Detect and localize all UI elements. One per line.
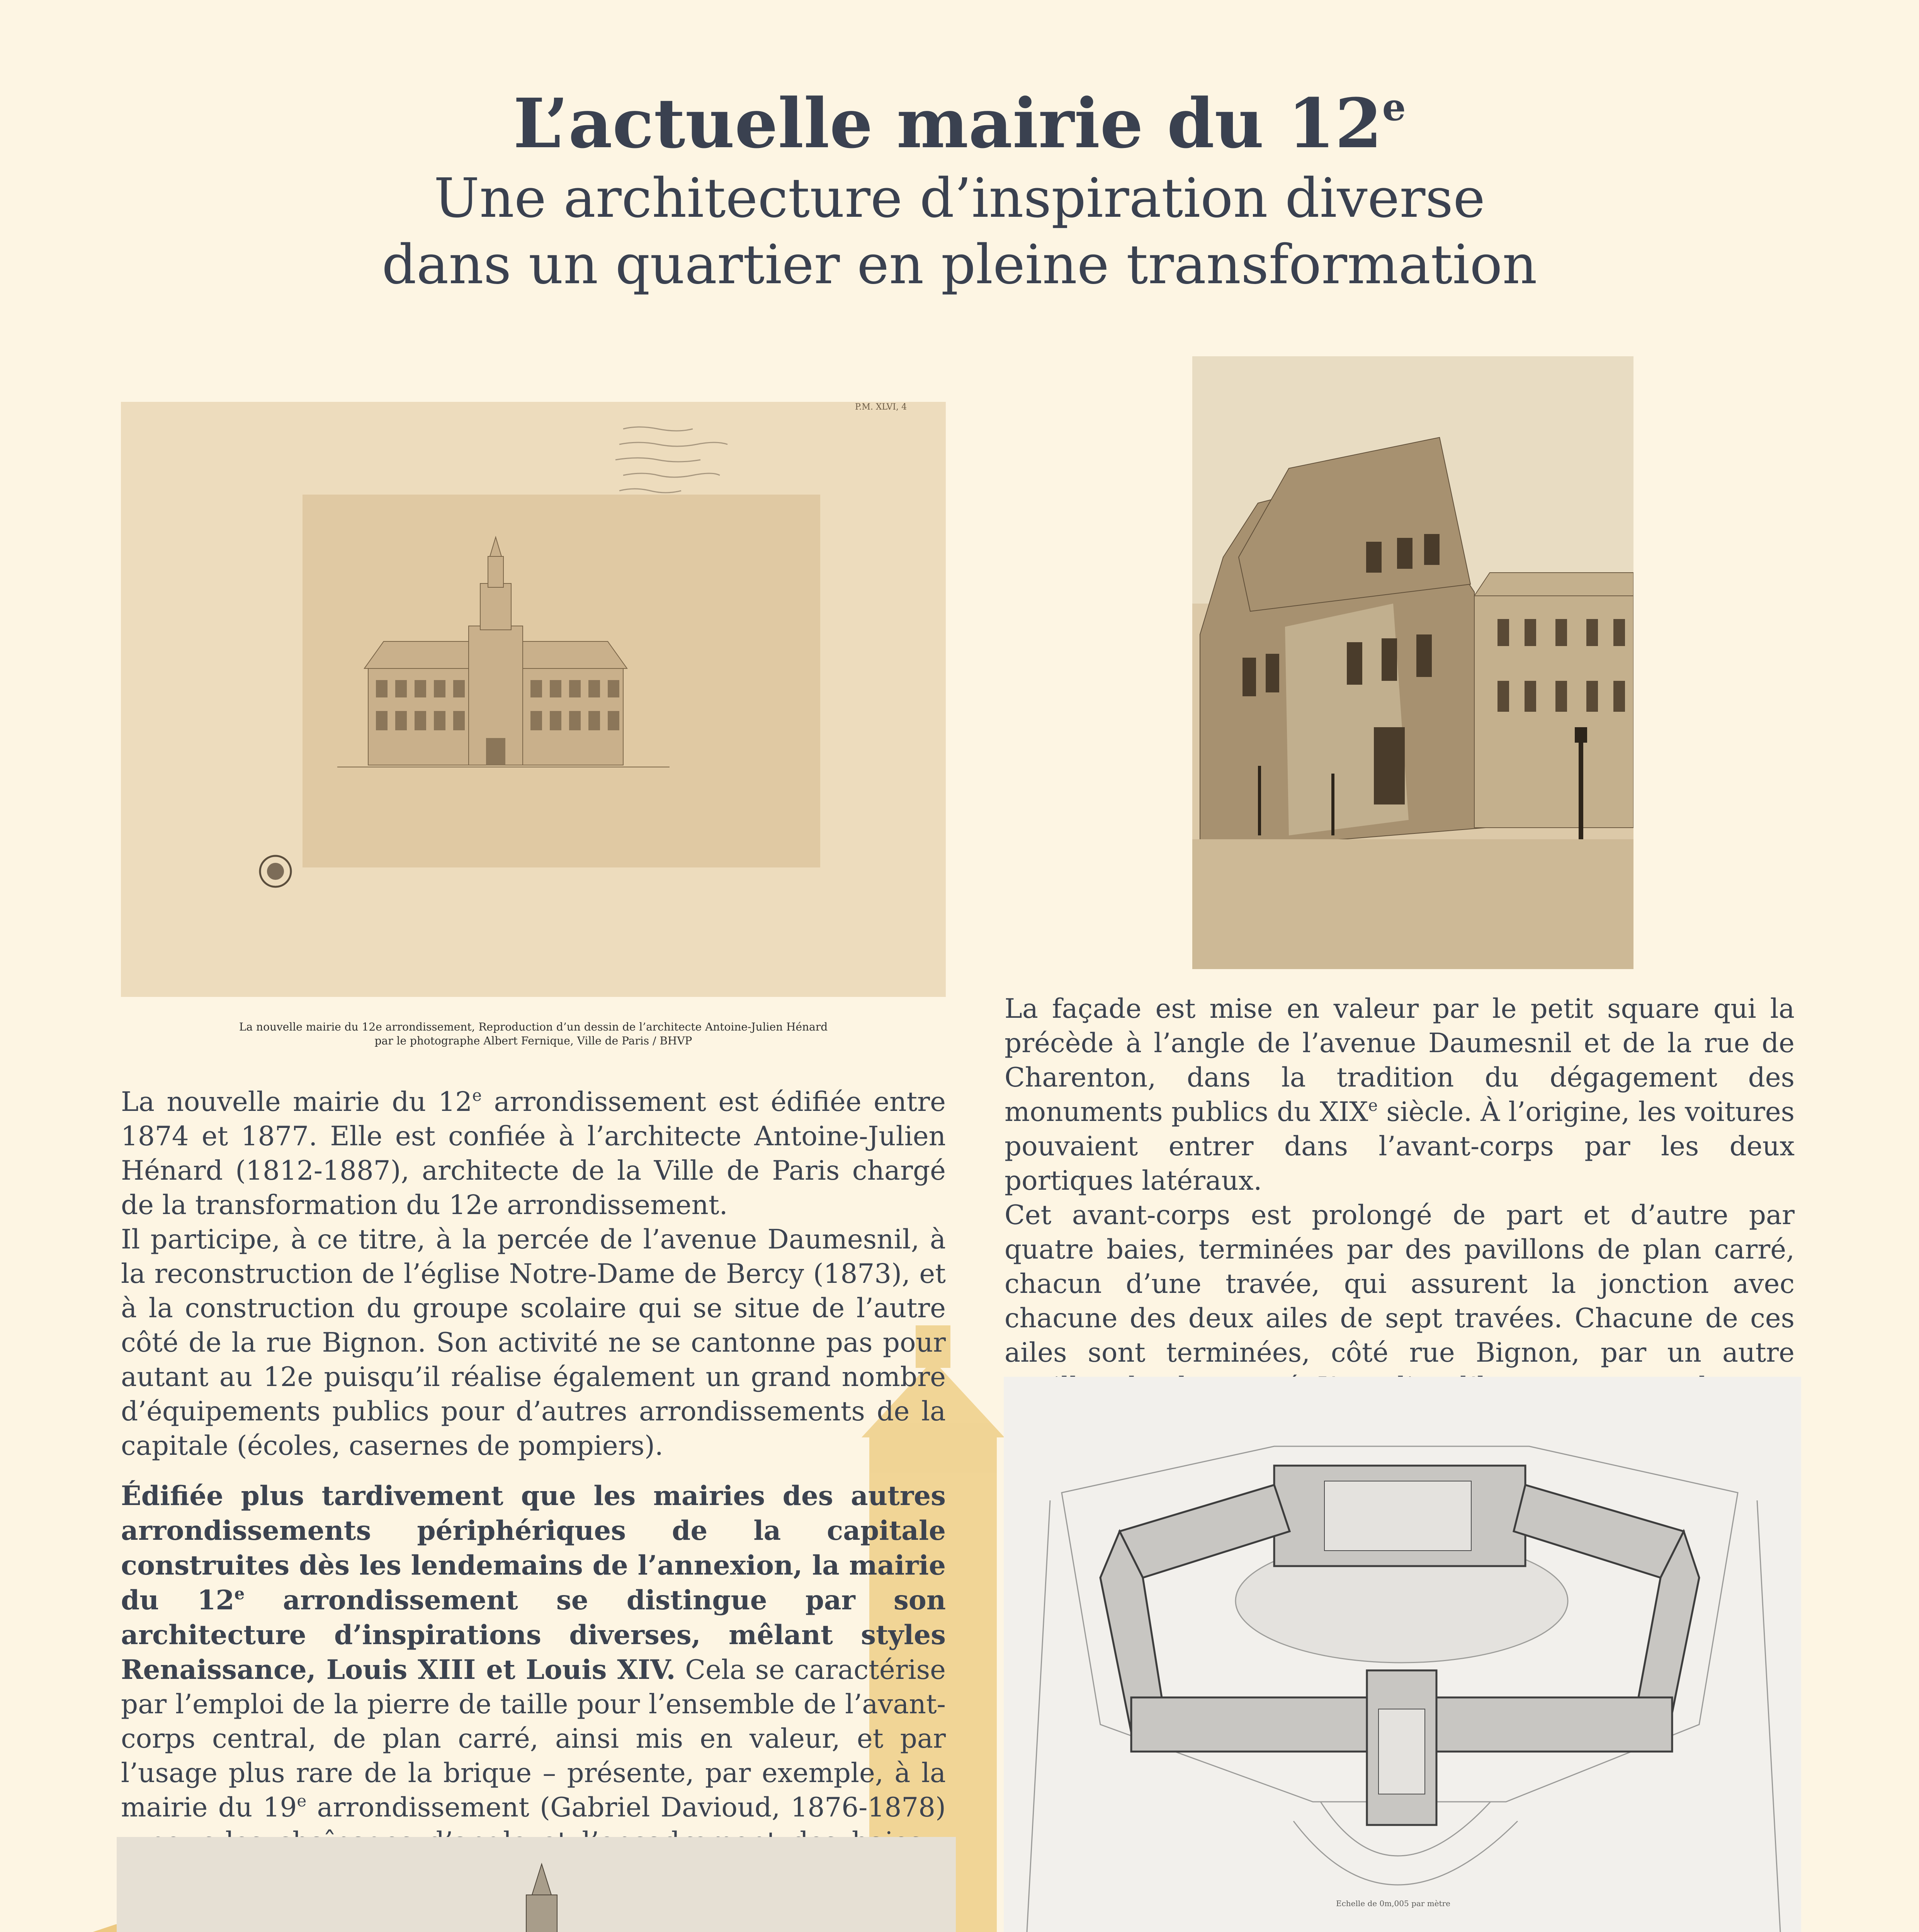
floor-plan-image: [1004, 1377, 1801, 1932]
left-paragraph-1: La nouvelle mairie du 12e arrondissement est édifiée entre 1874 et 1877. Elle est confiée à l’architecte Antoine-Julien Hénard (1812-1887), architecte de la Ville de Paris chargé de la transformation du 12e arrondissement.: [121, 1086, 946, 1221]
drawing-caption-line-2: par le photographe Albert Fernique, Ville de Paris / BHVP: [374, 1034, 692, 1047]
svg-text:Echelle de 0m,005 par mètre: Echelle de 0m,005 par mètre: [1336, 1899, 1450, 1908]
drawing-caption-line-1: La nouvelle mairie du 12e arrondissement, Reproduction d’un dessin de l’architecte Antoine-Julien Hénard: [239, 1020, 828, 1033]
drawing-caption: [121, 1020, 946, 1048]
title-block: [0, 85, 1919, 298]
right-column-text-top: [1005, 992, 1795, 1405]
ref-mark: P.M. XLVI, 4: [855, 402, 907, 412]
right-paragraph-1: La façade est mise en valeur par le petit square qui la précède à l’angle de l’avenue Daumesnil et de la rue de Charenton, dans la tradition du dégagement des monuments publics du XIXe siècle. À l’origine, les voitures pouvaient entrer dans l’avant-corps par les deux portiques latéraux.: [1005, 993, 1795, 1196]
left-paragraph-3: Édifiée plus tardivement que les mairies des autres arrondissements périphériques de la capitale construites dès les lendemains de l’annexion, la mairie du 12e arrondissement se distingue par son architecture d’inspirations diverses, mêlant styles Renaissance, Louis XIII et Louis XIV. Cela se caractérise par l’emploi de la pierre de taille pour l’ensemble de l’avant-corps central, de plan carré, ainsi mis en valeur, et par l’usage plus rare de la brique – présente, par exemple, à la mairie du 19e arrondissement (Gabriel Davioud, 1876-1878): [121, 1480, 946, 1823]
facade-photo: [1192, 356, 1633, 969]
right-paragraph-2: Cet avant-corps est prolongé de part et d’autre par quatre baies, terminées par des pavillons de plan carré, chacun d’une travée, qui assurent la jonction avec chacune des deux ailes de sept travées. Chacune de ces ailes sont terminées, côté rue Bignon, par un autre: [1005, 1200, 1795, 1368]
architect-drawing-photo: [121, 402, 946, 997]
page-title: L’actuelle mairie du 12e: [513, 83, 1406, 163]
left-column-text: [121, 1085, 946, 1928]
left-paragraph-2: Il participe, à ce titre, à la percée de l’avenue Daumesnil, à la reconstruction de l’église Notre-Dame de Bercy (1873), et à la construction du groupe scolaire qui se situe de l’autre côté de la rue Bignon. Son activité ne se cantonne pas pour autant au 12e puisqu’il réalise également un grand nombre d’équipements publics pour d’autres arrondissements de la capitale (écoles, casernes de pompiers).: [121, 1224, 946, 1461]
marville-photo: [117, 1837, 956, 1932]
subtitle-line-2: dans un quartier en pleine transformation: [382, 233, 1537, 296]
subtitle-line-1: Une architecture d’inspiration diverse: [433, 167, 1486, 230]
